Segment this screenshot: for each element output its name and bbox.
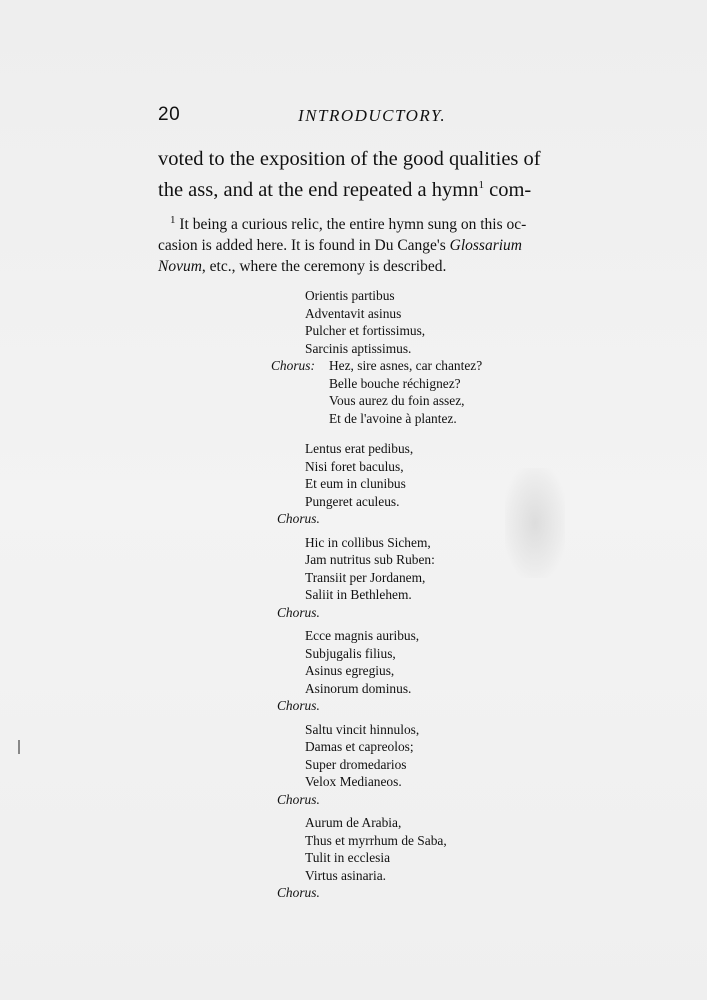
footnote-line xyxy=(158,235,588,256)
chorus-refrain xyxy=(0,357,707,427)
verse-line: Pulcher et fortissimus, xyxy=(305,323,426,338)
stanza-2 xyxy=(0,440,707,528)
paper-smudge xyxy=(505,468,565,578)
verse-line: Super dromedarios xyxy=(305,756,407,772)
verse-line: Nisi foret baculus, xyxy=(305,458,404,474)
stanza-1 xyxy=(0,287,707,357)
body-paragraph xyxy=(158,146,588,203)
footnote-line xyxy=(158,210,588,235)
running-title: INTRODUCTORY. xyxy=(298,106,447,125)
verse-line: Tulit in ecclesia xyxy=(305,850,391,865)
footnote-marker: 1 xyxy=(170,214,176,226)
body-line xyxy=(158,172,588,203)
chorus-label: Chorus. xyxy=(277,511,320,526)
stanza-4 xyxy=(0,627,707,715)
chorus-label: Chorus. xyxy=(277,698,320,713)
verse-line: Damas et capreolos; xyxy=(305,739,414,754)
verse-line: Hic in collibus Sichem, xyxy=(305,534,431,550)
refrain-first-line xyxy=(0,357,707,375)
verse-line: Belle bouche réchignez? xyxy=(329,375,461,391)
footnote-reference: 1 xyxy=(478,179,484,191)
verse-line: Saltu vincit hinnulos, xyxy=(305,721,420,737)
hymn xyxy=(0,287,707,902)
verse-line: Et de l'avoine à plantez. xyxy=(329,410,457,426)
footnote-text: , etc., where the ceremony is described. xyxy=(201,258,447,276)
verse-line: Jam nutritus sub Ruben: xyxy=(305,552,435,567)
verse-line: Asinus egregius, xyxy=(305,663,395,678)
verse-line: Sarcinis aptissimus. xyxy=(305,340,412,356)
verse-line: Vous aurez du foin assez, xyxy=(329,393,465,408)
chorus-label: Chorus. xyxy=(277,885,320,900)
chorus-label: Chorus. xyxy=(277,791,320,807)
verse-line: Velox Medianeos. xyxy=(305,774,402,789)
verse-line: Hez, sire asnes, car chantez? xyxy=(329,358,483,373)
verse-line: Asinorum dominus. xyxy=(305,680,412,696)
page-header xyxy=(158,104,598,132)
chorus-label: Chorus: xyxy=(271,358,315,373)
verse-line: Saliit in Bethlehem. xyxy=(305,587,412,602)
margin-mark xyxy=(18,740,20,754)
page-number: 20 xyxy=(158,104,181,125)
body-line-text: com- xyxy=(483,178,532,201)
verse-line: Aurum de Arabia, xyxy=(305,815,402,830)
verse-line: Orientis partibus xyxy=(305,288,395,303)
book-title: Glossarium xyxy=(449,237,522,255)
footnote-line xyxy=(158,256,588,277)
verse-line: Ecce magnis auribus, xyxy=(305,628,420,643)
chorus-label: Chorus. xyxy=(277,604,320,620)
verse-line: Transiit per Jordanem, xyxy=(305,569,426,585)
book-title: Novum xyxy=(158,258,202,276)
body-line: voted to the exposition of the good qualities of xyxy=(158,148,541,170)
stanza-3 xyxy=(0,534,707,622)
body-line-text: the ass, and at the end repeated a hymn xyxy=(158,178,479,201)
verse-line: Thus et myrrhum de Saba, xyxy=(305,832,447,848)
footnote-text: It being a curious relic, the entire hymn sung on this oc- xyxy=(179,216,527,234)
verse-line: Virtus asinaria. xyxy=(305,867,387,883)
verse-line: Subjugalis filius, xyxy=(305,645,396,661)
footnote xyxy=(158,210,588,277)
verse-line: Pungeret aculeus. xyxy=(305,493,400,509)
verse-line: Lentus erat pedibus, xyxy=(305,441,414,456)
stanza-5 xyxy=(0,721,707,809)
footnote-text: casion is added here. It is found in Du Cange's xyxy=(158,237,450,255)
verse-line: Et eum in clunibus xyxy=(305,476,406,491)
verse-line: Adventavit asinus xyxy=(305,305,402,321)
stanza-6 xyxy=(0,814,707,902)
